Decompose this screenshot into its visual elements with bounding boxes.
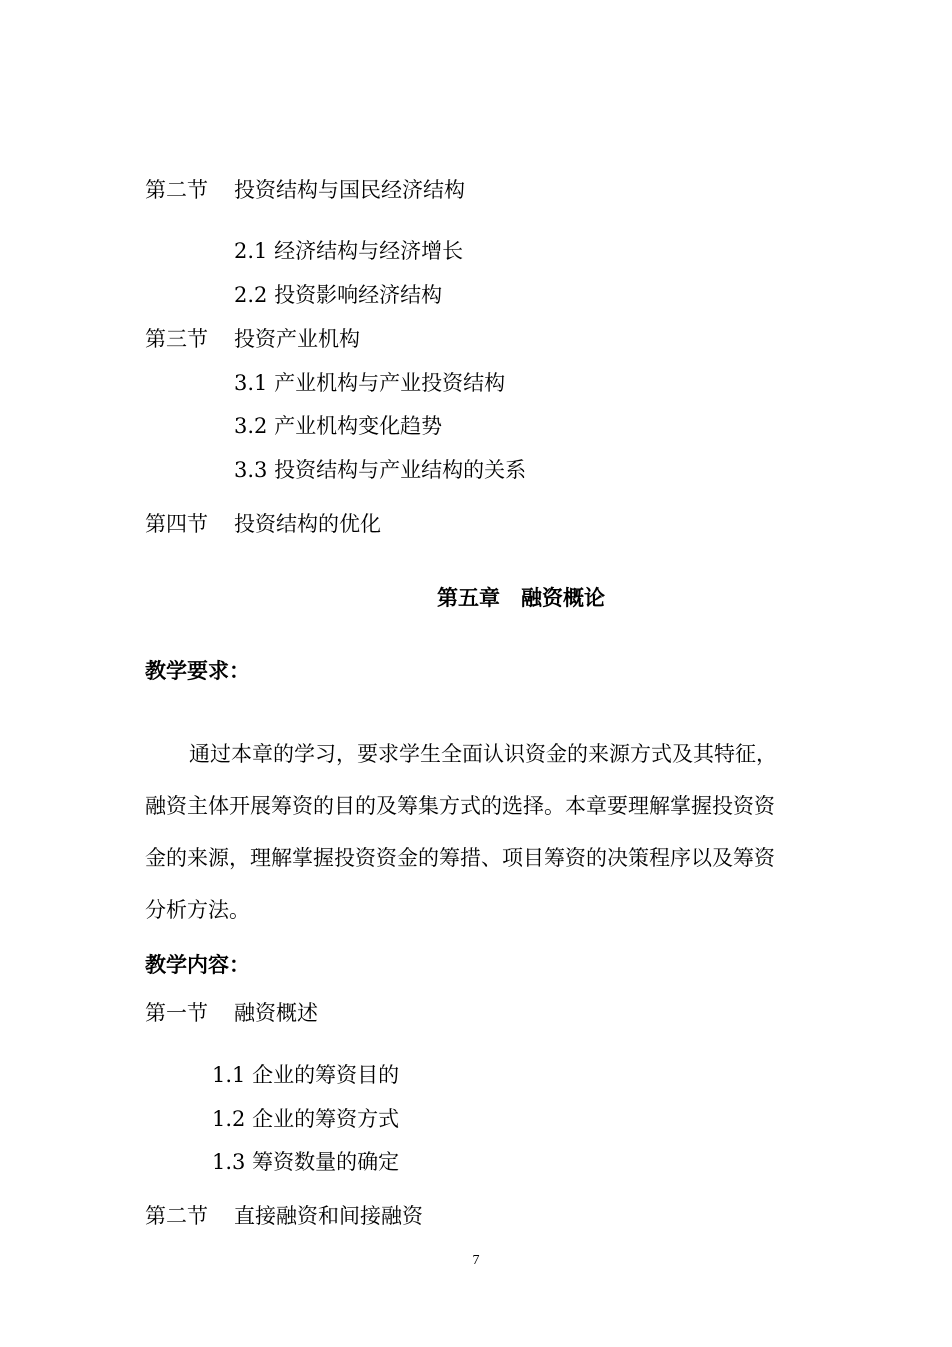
section-number: 第二节 (145, 178, 208, 202)
page-number: 7 (472, 1253, 480, 1268)
paragraph-line: 金的来源，理解掌握投资资金的筹措、项目筹资的决策程序以及筹资 (145, 846, 775, 870)
toc-item: 1.2 企业的筹资方式 (212, 1107, 400, 1131)
section-heading (145, 329, 360, 350)
toc-item: 2.1 经济结构与经济增长 (234, 239, 464, 263)
requirements-paragraph (145, 728, 815, 936)
section-heading (145, 1003, 318, 1024)
toc-item: 1.3 筹资数量的确定 (212, 1150, 400, 1174)
toc-item: 3.3 投资结构与产业结构的关系 (234, 458, 527, 482)
section-number: 第四节 (145, 512, 208, 536)
chapter-title: 第五章 融资概论 (437, 585, 605, 610)
section-title: 投资结构与国民经济结构 (234, 178, 465, 202)
section-heading (145, 514, 381, 535)
content-heading: 教学内容： (145, 952, 250, 977)
requirements-heading: 教学要求： (145, 658, 250, 683)
section-heading (145, 1206, 423, 1227)
section-title: 投资结构的优化 (234, 512, 381, 536)
section-heading (145, 180, 465, 201)
toc-item: 1.1 企业的筹资目的 (212, 1063, 400, 1087)
section-title: 直接融资和间接融资 (234, 1204, 423, 1228)
paragraph-line: 分析方法。 (145, 898, 250, 922)
toc-item: 3.2 产业机构变化趋势 (234, 414, 443, 438)
paragraph-line: 融资主体开展筹资的目的及筹集方式的选择。本章要理解掌握投资资 (145, 794, 775, 818)
section-number: 第一节 (145, 1001, 208, 1025)
section-title: 融资概述 (234, 1001, 318, 1025)
section-number: 第三节 (145, 327, 208, 351)
toc-item: 2.2 投资影响经济结构 (234, 283, 443, 307)
toc-item: 3.1 产业机构与产业投资结构 (234, 371, 506, 395)
section-title: 投资产业机构 (234, 327, 360, 351)
paragraph-line: 通过本章的学习，要求学生全面认识资金的来源方式及其特征， (189, 742, 777, 766)
section-number: 第二节 (145, 1204, 208, 1228)
